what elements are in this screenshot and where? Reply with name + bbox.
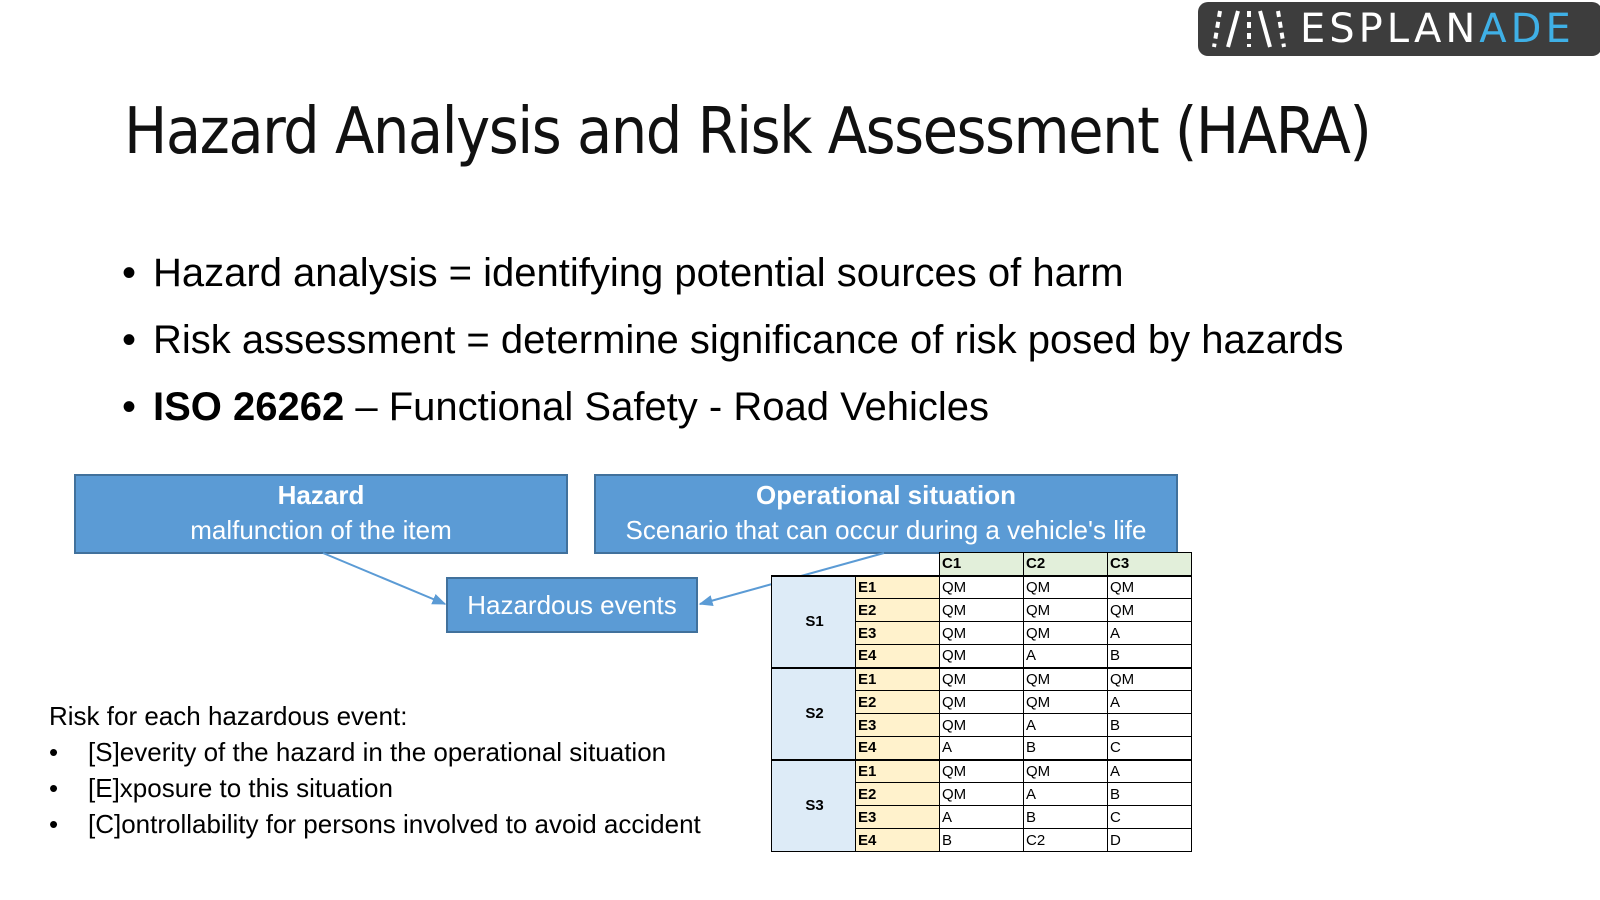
column-header: C1	[940, 553, 1024, 576]
table-cell: QM	[940, 599, 1024, 622]
table-cell: A	[1024, 714, 1108, 737]
table-cell: QM	[940, 576, 1024, 599]
table-cell: QM	[1024, 760, 1108, 783]
table-row	[772, 760, 1192, 783]
table-cell: QM	[940, 645, 1024, 668]
table-cell: A	[940, 737, 1024, 760]
table-cell: A	[1108, 691, 1192, 714]
table-cell: QM	[940, 668, 1024, 691]
logo-text: ESPLANADE	[1300, 6, 1575, 52]
table-cell: A	[1108, 622, 1192, 645]
exposure-header: E1	[856, 760, 940, 783]
bullet-item: • ISO 26262 – Functional Safety - Road Vehicles	[122, 374, 1344, 441]
table-cell: C	[1108, 737, 1192, 760]
severity-header: S3	[772, 760, 856, 852]
table-cell: A	[940, 806, 1024, 829]
exposure-header: E4	[856, 737, 940, 760]
exposure-header: E1	[856, 668, 940, 691]
operational-subtitle: Scenario that can occur during a vehicle's life	[625, 515, 1147, 545]
table-cell: B	[1108, 783, 1192, 806]
table-cell: B	[1108, 645, 1192, 668]
risk-item: • [E]xposure to this situation	[49, 773, 393, 803]
table-cell: C	[1108, 806, 1192, 829]
hazard-to-events-arrow	[323, 553, 445, 604]
bullet-dot: •	[122, 385, 137, 429]
iso-standard: ISO 26262	[153, 385, 345, 429]
exposure-header: E3	[856, 714, 940, 737]
table-cell: QM	[1024, 691, 1108, 714]
table-cell: QM	[940, 760, 1024, 783]
table-cell: QM	[1108, 668, 1192, 691]
bullet-item: • Risk assessment = determine significance of risk posed by hazards	[122, 307, 1344, 374]
table-row	[772, 576, 1192, 599]
hazard-subtitle: malfunction of the item	[190, 515, 452, 545]
operational-title: Operational situation	[755, 480, 1017, 510]
exposure-header: E3	[856, 622, 940, 645]
table-cell: B	[1024, 806, 1108, 829]
table-cell: A	[1108, 760, 1192, 783]
bullet-item: • Hazard analysis = identifying potential sources of harm	[122, 240, 1344, 307]
table-cell: QM	[1108, 599, 1192, 622]
table-cell: QM	[1108, 576, 1192, 599]
table-cell: QM	[940, 783, 1024, 806]
table-cell: QM	[940, 622, 1024, 645]
risk-item: • [S]everity of the hazard in the operational situation	[49, 737, 667, 767]
exposure-header: E3	[856, 806, 940, 829]
hazardous-events-box: Hazardous events	[446, 577, 698, 633]
severity-header: S2	[772, 668, 856, 760]
table-cell: QM	[1024, 622, 1108, 645]
table-cell: A	[1024, 783, 1108, 806]
table-cell: QM	[940, 714, 1024, 737]
table-cell: B	[1108, 714, 1192, 737]
bullet-dot: •	[122, 251, 137, 295]
table-cell: C2	[1024, 829, 1108, 852]
exposure-header: E2	[856, 783, 940, 806]
asil-table	[771, 552, 1192, 852]
table-row	[772, 668, 1192, 691]
risk-factors	[49, 698, 701, 842]
table-cell: B	[1024, 737, 1108, 760]
exposure-header: E4	[856, 645, 940, 668]
table-cell: QM	[940, 691, 1024, 714]
exposure-header: E4	[856, 829, 940, 852]
table-cell: B	[940, 829, 1024, 852]
exposure-header: E2	[856, 691, 940, 714]
table-cell: QM	[1024, 668, 1108, 691]
severity-header: S1	[772, 576, 856, 668]
bullet-dot: •	[122, 318, 137, 362]
exposure-header: E1	[856, 576, 940, 599]
column-header: C2	[1024, 553, 1108, 576]
table-cell: A	[1024, 645, 1108, 668]
table-cell: QM	[1024, 599, 1108, 622]
table-cell: QM	[1024, 576, 1108, 599]
column-header: C3	[1108, 553, 1192, 576]
risk-item: • [C]ontrollability for persons involved to avoid accident	[49, 809, 701, 839]
table-header-row	[772, 553, 1192, 576]
risk-intro: Risk for each hazardous event:	[49, 701, 408, 731]
hazard-title: Hazard	[277, 480, 365, 510]
table-cell: D	[1108, 829, 1192, 852]
slide-title: Hazard Analysis and Risk Assessment (HARA)	[124, 95, 1371, 169]
exposure-header: E2	[856, 599, 940, 622]
